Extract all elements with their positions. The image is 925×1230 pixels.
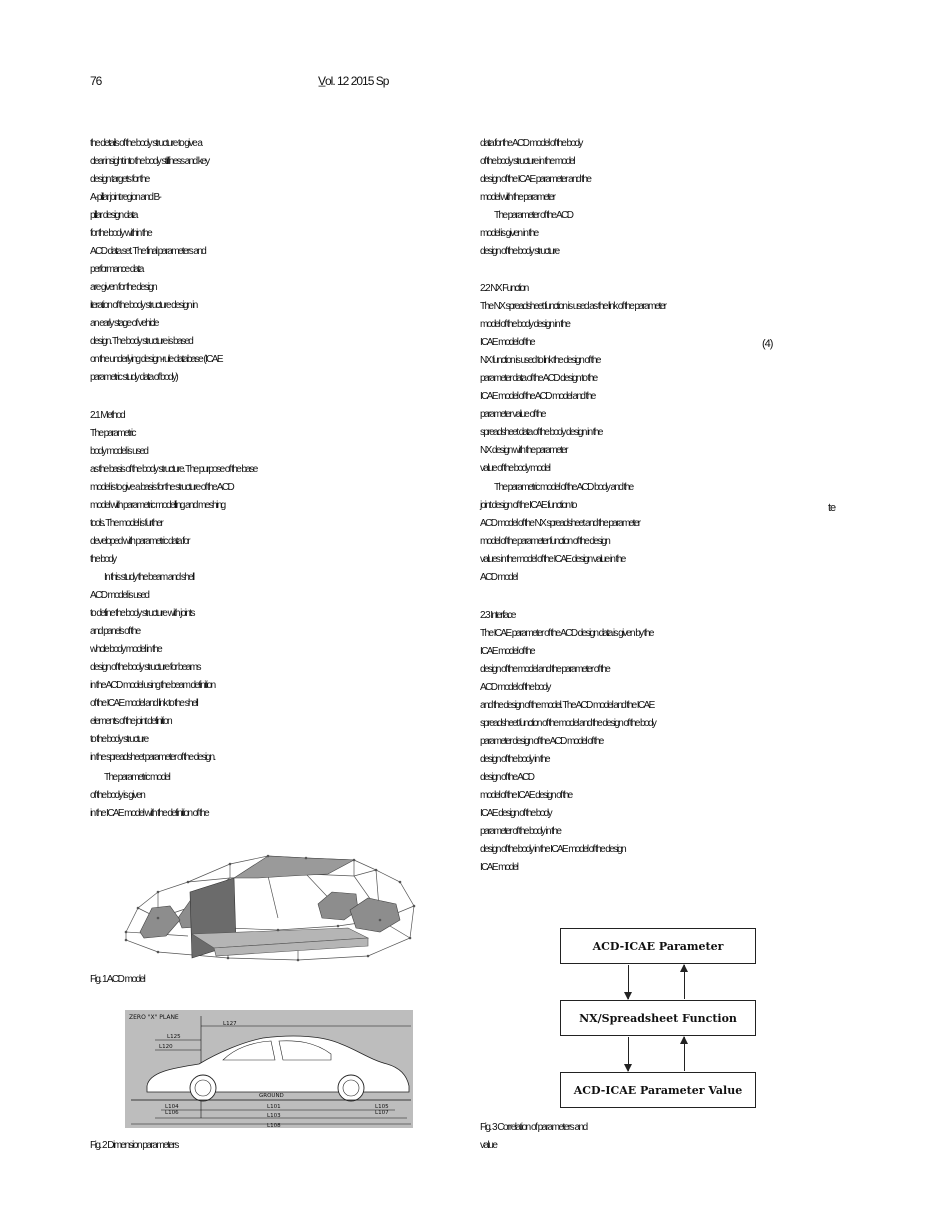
text-line: an early stage of vehicle <box>90 318 158 329</box>
text-line: The parameter of the ACD <box>494 210 573 221</box>
text-line: model of the body design in the <box>480 319 570 330</box>
text-line: ICAE design of the body <box>480 808 552 819</box>
dim-label: L108 <box>267 1123 281 1128</box>
dim-label: L105 <box>375 1104 389 1110</box>
text-line: developed with parametric data for <box>90 536 190 547</box>
text-line: ICAE model of the <box>480 337 534 348</box>
text-line: model of the parameter function of the design <box>480 536 610 547</box>
section-heading: 2.3 Interface <box>480 610 515 621</box>
text-line: of the body is given <box>90 790 145 801</box>
text-line: design of the ICAE parameter and the <box>480 174 591 185</box>
text-line: design of the body structure <box>480 246 559 257</box>
text-line: design. The body structure is based <box>90 336 193 347</box>
text-line: design of the body in the <box>480 754 549 765</box>
text-line: design of the body in the ICAE model of the design <box>480 844 626 855</box>
text-line: In this study the beam and shell <box>104 572 194 583</box>
text-line: data for the ACD model of the body <box>480 138 582 149</box>
text-line: clear insight into the body stiffness and key <box>90 156 209 167</box>
text-line: tools. The model is further <box>90 518 163 529</box>
text-line: NX function is used to link the design of the <box>480 355 600 366</box>
section-heading: 2.2 NX Function <box>480 283 528 294</box>
text-line: The parametric model of the ACD body and the <box>494 482 633 493</box>
text-line: parametric study data of body) <box>90 372 178 383</box>
text-line: to the body structure <box>90 734 148 745</box>
text-line: model is given in the <box>480 228 538 239</box>
text-line: body model is used <box>90 446 148 457</box>
dim-label: L127 <box>223 1021 237 1027</box>
text-line: of the body structure in the model <box>480 156 575 167</box>
text-line: as the basis of the body structure. The purpose of the base <box>90 464 257 475</box>
text-line: The NX spreadsheet function is used as the link of the parameter <box>480 301 666 312</box>
dim-label: L107 <box>375 1110 389 1116</box>
text-line: for the body within the <box>90 228 152 239</box>
text-line: model is to give a basis for the structure of the ACD <box>90 482 234 493</box>
text-line: model with parametric modelling and meshing <box>90 500 225 511</box>
text-line: the body <box>90 554 116 565</box>
dim-label: L104 <box>165 1104 179 1110</box>
text-line: ACD model is used <box>90 590 149 601</box>
text-line: A-pillar joint region and B- <box>90 192 161 203</box>
section-heading: 2.1 Method <box>90 410 125 421</box>
text-line: elements of the joint definition <box>90 716 172 727</box>
text-line: performance data <box>90 264 143 275</box>
text-line: The ICAE parameter of the ACD design data is given by the <box>480 628 653 639</box>
text-line: value of the body model <box>480 463 550 474</box>
text-line: on the underlying design-rule database (ICAE <box>90 354 222 365</box>
running-title: V̲ol. 12 2015 Sp <box>318 74 389 88</box>
text-line: ACD data set. The final parameters and <box>90 246 206 257</box>
arrow-down-icon <box>628 1037 629 1071</box>
ground-label: GROUND <box>259 1093 284 1099</box>
dim-label: L101 <box>267 1104 281 1110</box>
figure-3-caption-line: value <box>480 1140 497 1151</box>
text-line: in the spreadsheet parameter of the design. <box>90 752 215 763</box>
parameter-flowchart <box>558 928 758 1112</box>
dim-label: L120 <box>159 1044 173 1050</box>
plane-label: ZERO "X" PLANE <box>129 1014 179 1021</box>
text-line: parameter value of the <box>480 409 545 420</box>
dim-label: L106 <box>165 1110 179 1116</box>
text-line: model of the ICAE design of the <box>480 790 572 801</box>
text-line: design of the model and the parameter of the <box>480 664 610 675</box>
arrow-up-icon <box>684 965 685 999</box>
text-line: design of the body structure for beams <box>90 662 200 673</box>
flowchart-box-parameter: ACD-ICAE Parameter <box>560 928 756 964</box>
text-line: ACD model <box>480 572 517 583</box>
text-line: ICAE model of the <box>480 646 534 657</box>
flowchart-box-value: ACD-ICAE Parameter Value <box>560 1072 756 1108</box>
text-line: parameter design of the ACD model of the <box>480 736 603 747</box>
text-line: ICAE model <box>480 862 518 873</box>
text-line: The parametric <box>90 428 135 439</box>
text-line: and the design of the model. The ACD model and the ICAE <box>480 700 654 711</box>
arrow-down-icon <box>628 965 629 999</box>
page-number: 76 <box>90 74 102 88</box>
text-line: ACD model of the body <box>480 682 550 693</box>
text-line: in the ACD model using the beam definition <box>90 680 215 691</box>
text-line: values in the model of the ICAE design value in the <box>480 554 625 565</box>
figure-3-caption-line: Fig. 3 Correlation of parameters and <box>480 1122 587 1133</box>
arrow-up-icon <box>684 1037 685 1071</box>
figure-1-caption: Fig. 1 ACD model <box>90 974 145 985</box>
vehicle-dimension-figure <box>125 1010 413 1128</box>
text-line: ICAE model of the ACD model and the <box>480 391 595 402</box>
margin-marker: te <box>828 502 836 514</box>
text-line: parameter data of the ACD design to the <box>480 373 597 384</box>
dim-label: L103 <box>267 1113 281 1119</box>
text-line: are given for the design <box>90 282 157 293</box>
text-line: ACD model of the NX spreadsheet and the parameter <box>480 518 640 529</box>
text-line: design targets for the <box>90 174 149 185</box>
equation-number: (4) <box>762 338 773 350</box>
text-line: The parametric model <box>104 772 170 783</box>
text-line: of the ICAE model and link to the shell <box>90 698 198 709</box>
text-line: spreadsheet function of the model and the design of the body <box>480 718 656 729</box>
text-line: model with the parameter <box>480 192 555 203</box>
text-line: whole body model in the <box>90 644 162 655</box>
text-line: joint design of the ICAE function to <box>480 500 576 511</box>
flowchart-box-function: NX/Spreadsheet Function <box>560 1000 756 1036</box>
dim-label: L125 <box>167 1034 181 1040</box>
text-line: in the ICAE model with the definition of the <box>90 808 209 819</box>
text-line: parameter of the body in the <box>480 826 561 837</box>
text-line: iteration of the body structure design in <box>90 300 197 311</box>
text-line: design of the ACD <box>480 772 534 783</box>
text-line: and panels of the <box>90 626 140 637</box>
text-line: pillar design data <box>90 210 137 221</box>
figure-2-caption: Fig. 2 Dimension parameters <box>90 1140 178 1151</box>
text-line: the details of the body structure to give a <box>90 138 202 149</box>
text-line: spreadsheet data of the body design in the <box>480 427 602 438</box>
car-body-3d-figure <box>118 848 418 966</box>
text-line: to define the body structure with joints <box>90 608 194 619</box>
text-line: NX design with the parameter <box>480 445 567 456</box>
